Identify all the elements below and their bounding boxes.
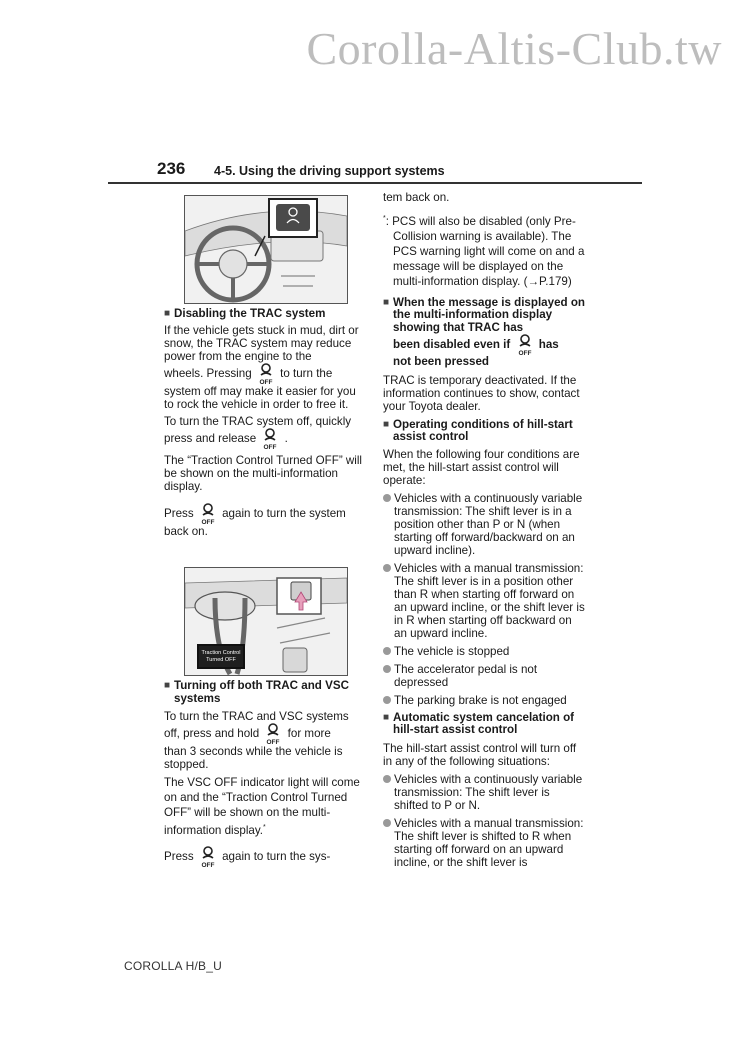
list-item: The parking brake is not engaged [383,694,587,707]
paragraph: If the vehicle gets stuck in mud, dirt or snow, the TRAC system may reduce power from the engine to the wheels. Pressing OFF to turn the system off may make it easier for you to rock the vehicle in order to free it. [164,323,359,411]
list-item: The vehicle is stopped [383,645,587,658]
dashboard-illustration-1 [185,196,347,303]
paragraph: The hill-start assist control will turn off in any of the following situations: [383,741,577,768]
list-item: Vehicles with a manual transmission: The shift lever is shifted to R when starting off forward on an upward incline, or the shift lever is [383,817,587,869]
page-number: 236 [157,159,186,178]
paragraph: The VSC OFF indicator light will come on and the “Traction Control Turned OFF” will be shown on the multi-information display.* [164,776,360,837]
trac-off-icon [517,334,533,356]
heading-message-displayed: ■ When the message is displayed on the multi-information display showing that TRAC has been disabled even if OFF has not been pressed [383,295,585,369]
svg-text:OFF: OFF [266,739,280,745]
square-bullet-icon: ■ [383,418,390,430]
square-bullet-icon: ■ [164,308,171,319]
svg-text:OFF: OFF [201,518,215,525]
right-column [383,191,587,874]
watermark: Corolla-Altis-Club.tw [306,23,722,74]
circle-bullet-icon [383,494,391,502]
dashboard-figure-2 [184,567,348,676]
cancelation-list [383,773,587,869]
paragraph: tem back on. [383,191,450,204]
circle-bullet-icon [383,819,391,827]
left-column-lower [164,680,368,868]
square-bullet-icon: ■ [383,296,390,308]
paragraph: When the following four conditions are met, the hill-start assist control will operate: [383,447,580,487]
list-item: Vehicles with a continuously variable transmission: The shift lever is in a position other than P or N (when starting off forward/backward on an upward incline). [383,492,587,557]
circle-bullet-icon [383,564,391,572]
trac-off-icon [262,428,278,450]
footer-model-code: COROLLA H/B_U [124,959,222,973]
paragraph: TRAC is temporary deactivated. If the information continues to show, contact your Toyota dealer. [383,373,580,413]
svg-text:OFF: OFF [201,861,215,868]
circle-bullet-icon [383,775,391,783]
svg-text:OFF: OFF [263,443,277,450]
dashboard-figure-1 [184,195,348,304]
list-item: Vehicles with a manual transmission: The shift lever is in a position other than R when starting off forward on an upward incline, or the shift lever is in R when starting off backward on an upward incline. [383,562,587,640]
list-item: The accelerator pedal is not depressed [383,663,587,689]
svg-text:OFF: OFF [518,350,531,357]
trac-off-icon [265,723,281,745]
heading-automatic-cancelation: ■ Automatic system cancelation of hill-start assist control [383,710,575,737]
traction-control-display: Traction Control Turned OFF [197,644,245,669]
trac-off-icon [200,503,216,525]
condition-list [383,492,587,707]
circle-bullet-icon [383,665,391,673]
left-column [164,308,368,538]
header-rule [108,182,642,184]
list-item: Vehicles with a continuously variable transmission: The shift lever is shifted to P or N. [383,773,587,812]
svg-text:OFF: OFF [259,378,273,385]
paragraph: The “Traction Control Turned OFF” will be shown on the multi-information display. [164,453,363,493]
paragraph: To turn the TRAC and VSC systems off, press and hold OFF for more than 3 seconds while the vehicle is stopped. [164,710,349,771]
heading-disabling-trac: ■ Disabling the TRAC system [164,307,326,320]
heading-operating-conditions: ■ Operating conditions of hill-start assist control [383,417,573,444]
paragraph: Press OFF again to turn the sys- [164,846,368,868]
circle-bullet-icon [383,696,391,704]
paragraph: Press OFF again to turn the system back on. [164,503,368,538]
circle-bullet-icon [383,647,391,655]
square-bullet-icon: ■ [164,680,171,691]
footnote: *: PCS will also be disabled (only Pre-Collision warning is available). The PCS warning light will come on and a message will be displayed on the multi-information display. (→P.179) [383,214,585,288]
section-title: 4-5. Using the driving support systems [214,164,445,178]
trac-off-icon [258,363,274,385]
square-bullet-icon: ■ [383,711,390,723]
paragraph: To turn the TRAC system off, quickly press and release OFF . [164,414,352,450]
trac-off-icon [200,846,216,868]
heading-turning-off-both: ■ Turning off both TRAC and VSC systems [164,679,349,705]
